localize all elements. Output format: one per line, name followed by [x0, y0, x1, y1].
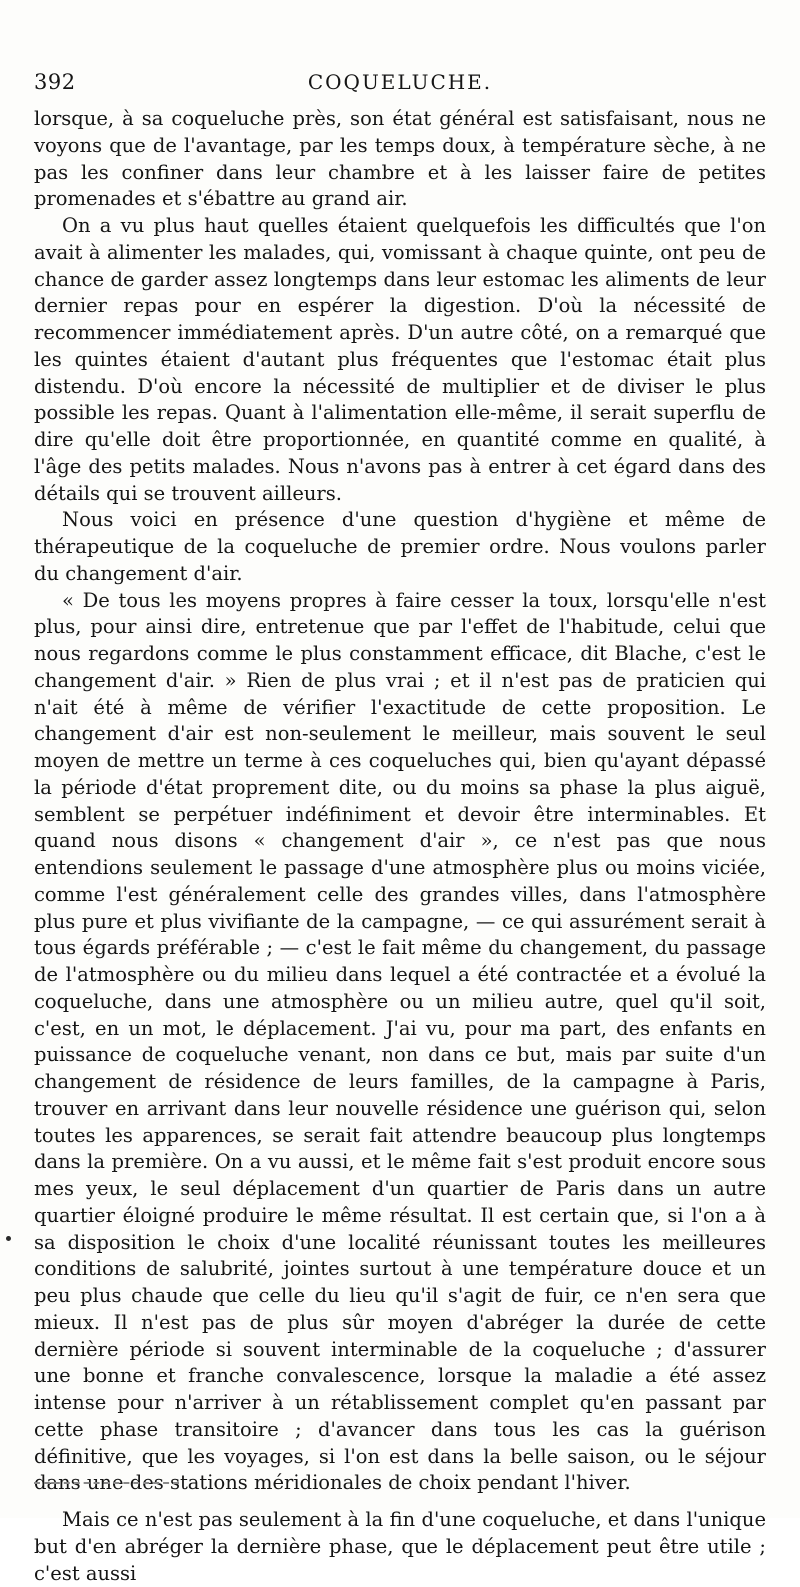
body-text [34, 106, 766, 1587]
page-header [34, 70, 766, 100]
paragraph-alimentation: On a vu plus haut quelles étaient quelquefois les difficultés que l'on avait à alimenter les malades, qui, vomissant à chaque quinte, ont peu de chance de garder assez longtemps dans leur estomac les aliments de leur dernier repas pour en espérer la digestion. D'où la nécessité de recommencer immédiatement après. D'un autre côté, on a remarqué que les quintes étaient d'autant plus fréquentes que l'estomac était plus distendu. D'où encore la nécessité de multiplier et de diviser le plus possible les repas. Quant à l'alimentation elle-même, il serait superflu de dire qu'elle doit être proportionnée, en quantité comme en qualité, à l'âge des petits malades. Nous n'avons pas à entrer à cet égard dans des détails qui se trouvent ailleurs. [34, 214, 766, 505]
page-number: 392 [34, 70, 76, 94]
running-title: COQUELUCHE. [307, 70, 493, 94]
paragraph-changement-air: « De tous les moyens propres à faire cesser la toux, lorsqu'elle n'est plus, pour ainsi dire, entretenue que par l'effet de l'habitude, celui que nous regardons comme le plus constamment efficace, dit Blache, c'est le changement d'air. » Rien de plus vrai ; et il n'est pas de praticien qui n'ait été à même de vérifier l'exactitude de cette proposition. Le changement d'air est non-seulement le meilleur, mais souvent le seul moyen de mettre un terme à ces coqueluches qui, bien qu'ayant dépassé la période d'état proprement dite, ou du moins sa phase la plus aiguë, semblent se perpétuer indéfiniment et devoir être interminables. Et quand nous disons « changement d'air », ce n'est pas que nous entendions seulement le passage d'une atmosphère plus ou moins viciée, comme l'est généralement celle des grandes villes, dans l'atmosphère plus pure et plus vivifiante de la campagne, — ce qui assurément serait à tous égards préférable ; — c'est le fait même du changement, du passage de l'atmosphère ou du milieu dans lequel a été contractée et a évolué la coqueluche, dans une atmosphère ou un milieu autre, quel qu'il soit, c'est, en un mot, le déplacement. J'ai vu, pour ma part, des enfants en puissance de coqueluche venant, non dans ce but, mais par suite d'un changement de résidence de leurs familles, de la campagne à Paris, trouver en arrivant dans leur nouvelle résidence une guérison qui, selon toutes les apparences, se serait fait attendre beaucoup plus longtemps dans la première. On a vu aussi, et le même fait s'est produit encore sous mes yeux, le seul déplacement d'un quartier de Paris dans un autre quartier éloigné produire le même résultat. Il est certain que, si l'on a à sa disposition le choix d'une localité réunissant toutes les meilleures conditions de salubrité, jointes surtout à une température douce et un peu plus chaude que celle du lieu qu'il s'agit de fuir, ce n'en sera que mieux. Il n'est pas de plus sûr moyen d'abréger la durée de cette dernière période si souvent interminable de la coqueluche ; d'assurer une bonne et franche convalescence, lorsque la maladie a été assez intense pour n'arriver à un rétablissement complet qu'en passant par cette phase transitoire ; d'avancer dans tous les cas la guérison définitive, que les voyages, si l'on est dans la belle saison, ou le séjour dans une des stations méridionales de choix pendant l'hiver. [34, 588, 766, 1495]
paragraph-changement-intro: Nous voici en présence d'une question d'hygiène et même de thérapeutique de la coqueluche de premier ordre. Nous voulons parler du changement d'air. [34, 508, 766, 585]
margin-ink-dot [6, 1236, 11, 1241]
paragraph-continuation: lorsque, à sa coqueluche près, son état général est satisfaisant, nous ne voyons que de l'avantage, par les temps doux, à température sèche, à ne pas les confiner dans leur chambre et à les laisser faire de petites promenades et s'ébattre au grand air. [34, 107, 766, 211]
footer-dashed-rule [34, 1482, 179, 1484]
paragraph-final: Mais ce n'est pas seulement à la fin d'une coqueluche, et dans l'unique but d'en abréger la dernière phase, que le déplacement peut être utile ; c'est aussi [34, 1508, 766, 1585]
